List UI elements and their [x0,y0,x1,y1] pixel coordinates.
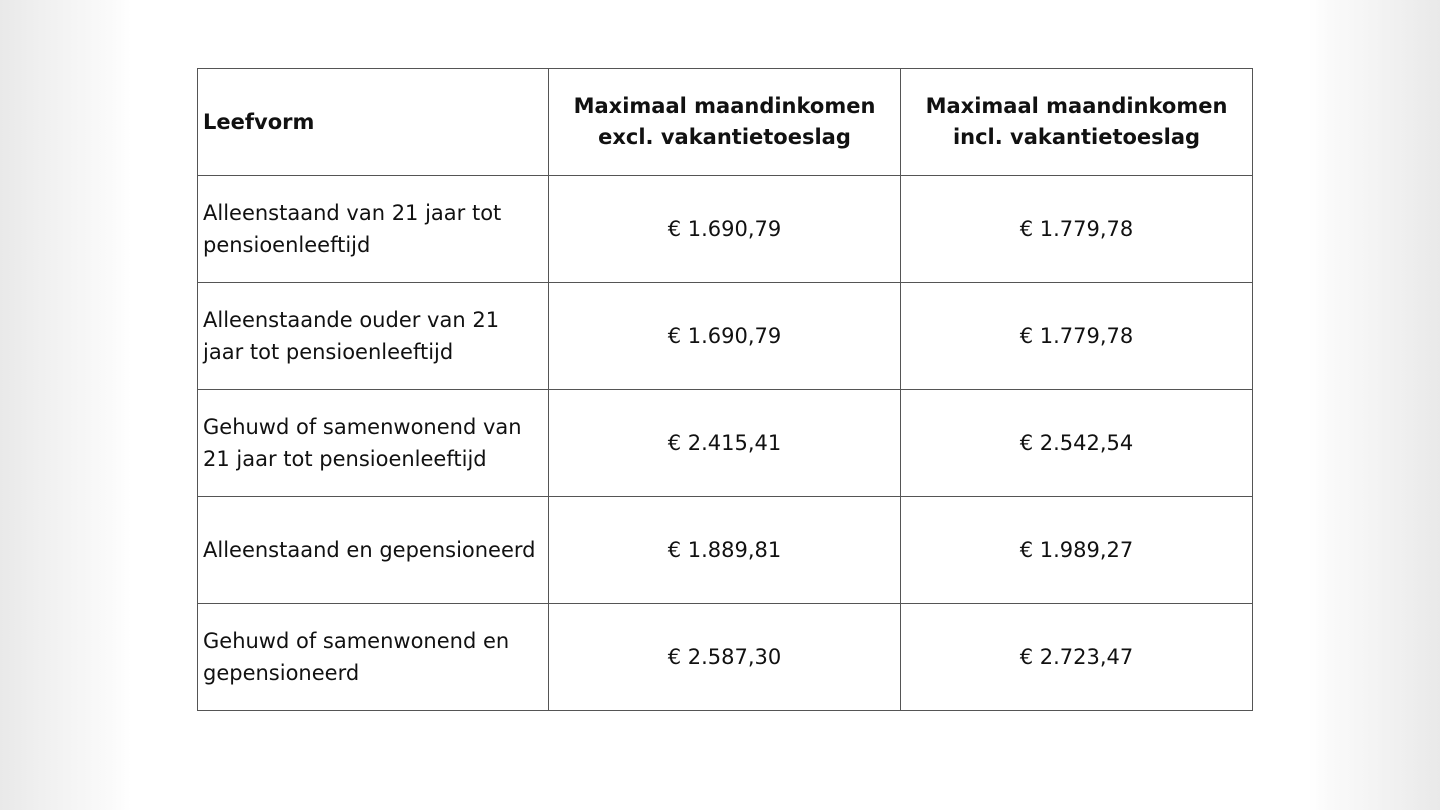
header-excl-vakantietoeslag: Maximaal maandinkomen excl. vakantietoeslag [549,69,901,176]
leefvorm-cell: Gehuwd of samenwonend van 21 jaar tot pensioenleeftijd [198,390,549,497]
amount-incl-cell: € 1.779,78 [901,176,1253,283]
amount-excl-cell: € 1.690,79 [549,283,901,390]
leefvorm-cell: Gehuwd of samenwonend en gepensioneerd [198,604,549,711]
header-incl-vakantietoeslag: Maximaal maandinkomen incl. vakantietoeslag [901,69,1253,176]
amount-excl-cell: € 2.415,41 [549,390,901,497]
amount-excl-cell: € 1.889,81 [549,497,901,604]
amount-incl-cell: € 1.779,78 [901,283,1253,390]
header-leefvorm: Leefvorm [198,69,549,176]
amount-excl-cell: € 2.587,30 [549,604,901,711]
table-row [198,604,1253,711]
table-row [198,497,1253,604]
table-header-row [198,69,1253,176]
amount-excl-cell: € 1.690,79 [549,176,901,283]
amount-incl-cell: € 2.542,54 [901,390,1253,497]
table-row [198,283,1253,390]
leefvorm-cell: Alleenstaand en gepensioneerd [198,497,549,604]
leefvorm-cell: Alleenstaand van 21 jaar tot pensioenleeftijd [198,176,549,283]
document-page [131,0,1309,810]
table-row [198,390,1253,497]
income-limits-table [197,68,1253,711]
amount-incl-cell: € 2.723,47 [901,604,1253,711]
leefvorm-cell: Alleenstaande ouder van 21 jaar tot pensioenleeftijd [198,283,549,390]
amount-incl-cell: € 1.989,27 [901,497,1253,604]
table-row [198,176,1253,283]
